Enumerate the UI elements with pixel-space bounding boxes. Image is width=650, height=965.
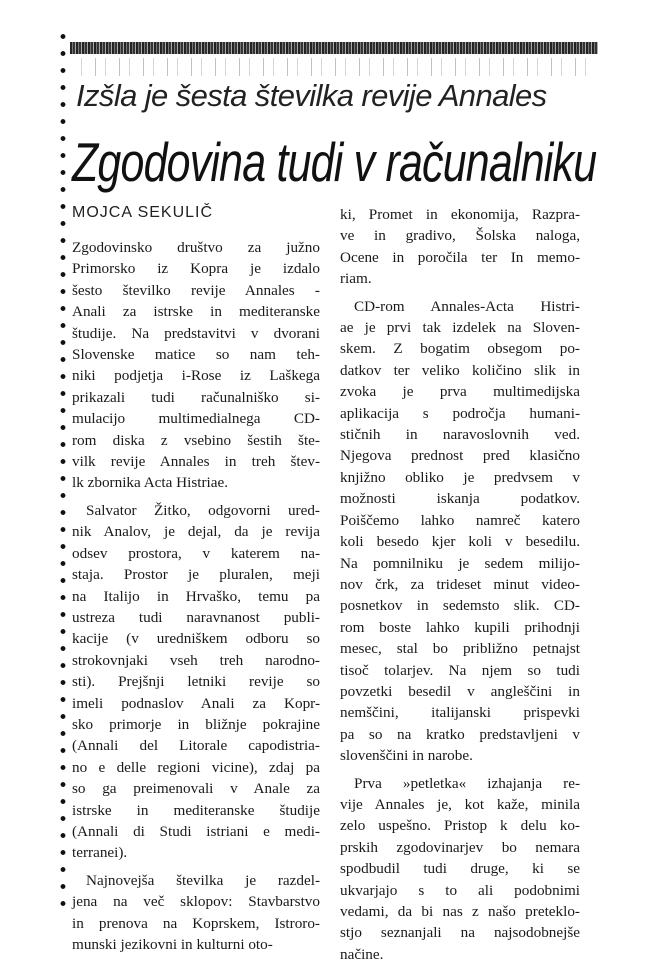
- text-line: no e delle regioni vicine), zdaj pa: [72, 758, 320, 776]
- text-line: Salvator Žitko, odgovorni ured-: [86, 501, 320, 519]
- text-line: datkov ter veliko količino slik in: [340, 361, 580, 379]
- text-line: ve in gradivo, Šolska naloga,: [340, 227, 580, 245]
- text-line: jena na več sklopov: Stavbarstvo: [72, 893, 320, 911]
- text-line: načine.: [340, 945, 384, 963]
- text-line: ustreza tudi naravnanost publi-: [72, 608, 320, 626]
- text-line: Prva »petletka« izhajanja re-: [354, 774, 580, 792]
- text-line: in prenova na Koprskem, Istroro-: [72, 914, 320, 932]
- article-column-left: [72, 237, 320, 955]
- article-headline: Zgodovina tudi v računalniku: [72, 131, 597, 193]
- text-line: mulacijo multimedialnega CD-: [72, 410, 320, 428]
- text-line: stjo seznanjali na najsodobnejše: [340, 924, 580, 942]
- article-column-right: [340, 204, 580, 965]
- text-line: posnetkov in sedemsto slik. CD-: [340, 597, 580, 615]
- text-line: stičnih in naravoslovnih ved.: [340, 426, 580, 444]
- text-line: vilk revije Annales in treh štev-: [72, 453, 320, 471]
- text-line: prskih zgodovinarjev bo nemara: [340, 838, 580, 856]
- text-line: istrske in mediteranske študije: [72, 801, 320, 819]
- top-rule: [70, 42, 598, 54]
- text-line: ae je prvi tak izdelek na Sloven-: [340, 319, 580, 337]
- paragraph: [72, 500, 320, 864]
- text-line: ukvarjajo s to ali podobnimi: [340, 881, 580, 899]
- text-line: šesto številko revije Annales -: [72, 281, 320, 299]
- text-line: ki, Promet in ekonomija, Razpra-: [340, 206, 580, 223]
- text-line: zelo uspešno. Pristop k delu ko-: [340, 817, 580, 835]
- article-author: MOJCA SEKULIČ: [72, 204, 214, 221]
- text-line: Primorsko iz Kopra je izdalo: [72, 260, 320, 278]
- text-line: skem. Z bogatim obsegom po-: [340, 340, 580, 358]
- text-line: riam.: [340, 270, 372, 288]
- text-line: imeli podnaslov Anali za Kopr-: [72, 694, 320, 712]
- text-line: (Annali di Studi istriani e medi-: [72, 822, 320, 840]
- text-line: spodbudil tudi druge, ki se: [340, 860, 580, 878]
- paragraph: [340, 296, 580, 767]
- text-line: aplikacija s področja humani-: [340, 404, 580, 422]
- text-line: vedami, da bi nas z našo preteklo-: [340, 903, 580, 920]
- text-line: Na pomnilniku je sedem milijo-: [340, 554, 580, 572]
- text-line: Njegova prednost pred klasično: [340, 447, 580, 465]
- text-line: staja. Prostor je pluralen, meji: [72, 566, 320, 584]
- text-line: možnosti iskanja podatkov.: [340, 490, 580, 508]
- text-line: na Italijo in Hrvaško, temu pa: [72, 587, 320, 605]
- paragraph: [340, 773, 580, 965]
- paragraph: [72, 237, 320, 494]
- text-line: terranei).: [72, 844, 128, 862]
- text-line: sko primorje in bližnje pokrajine: [72, 715, 320, 733]
- text-line: Zgodovinsko društvo za južno: [72, 239, 320, 256]
- text-line: študije. Na predstavitvi v dvorani: [72, 324, 320, 342]
- text-line: so ga preimenovali v Anale za: [72, 780, 320, 798]
- text-line: slovenščini in narobe.: [340, 747, 473, 765]
- text-line: Ocene in poročila ter In memo-: [340, 248, 580, 266]
- text-line: Slovenske matice so nam teh-: [72, 346, 320, 364]
- text-line: Anali za istrske in mediteranske: [72, 303, 320, 321]
- paragraph: [72, 870, 320, 956]
- text-line: lk zbornika Acta Histriae.: [72, 474, 229, 492]
- article-kicker: Izšla je šesta številka revije Annales: [76, 78, 547, 113]
- margin-dot-rule: [58, 28, 68, 908]
- scan-noise: [72, 58, 592, 76]
- text-line: nik Analov, je dejal, da je revija: [72, 523, 320, 541]
- text-line: niki podjetja i-Rose iz Laškega: [72, 367, 320, 385]
- text-line: prikazali tudi računalniško si-: [72, 388, 320, 406]
- text-line: munski jezikovni in kulturni oto-: [72, 936, 273, 953]
- text-line: tisoč tolarjev. Na njem so tudi: [340, 661, 580, 679]
- text-line: strokovnjaki vseh treh narodno-: [72, 651, 320, 669]
- paragraph: [340, 204, 580, 290]
- text-line: nov črk, za trideset minut video-: [340, 575, 580, 593]
- text-line: sti). Prejšnji letniki revije so: [72, 673, 320, 691]
- text-line: odsev prostora, v katerem na-: [72, 544, 320, 562]
- text-line: Poiščemo lahko namreč katero: [340, 511, 580, 529]
- text-line: (Annali del Litorale capodistria-: [72, 737, 320, 755]
- text-line: mesec, stal bo približno petnajst: [340, 640, 580, 658]
- text-line: rom boste lahko kupili prihodnji: [340, 618, 580, 636]
- text-line: povzetki besedil v angleščini in: [340, 682, 580, 700]
- text-line: koli besedo kjer koli v besedilu.: [340, 533, 580, 551]
- text-line: CD-rom Annales-Acta Histri-: [354, 297, 580, 315]
- text-line: kacije (v uredniškem odboru so: [72, 630, 320, 648]
- text-line: Najnovejša številka je razdel-: [86, 871, 320, 889]
- text-line: pa so na kratko predstavljeni v: [340, 725, 580, 743]
- text-line: rom diska z vsebino šestih šte-: [72, 431, 320, 449]
- text-line: vije Annales je, kot kaže, minila: [340, 795, 580, 813]
- text-line: zvoka je prva multimedijska: [340, 383, 580, 401]
- text-line: knjižno obliko je predvsem v: [340, 468, 580, 486]
- text-line: nemščini, italijanski prispevki: [340, 704, 580, 722]
